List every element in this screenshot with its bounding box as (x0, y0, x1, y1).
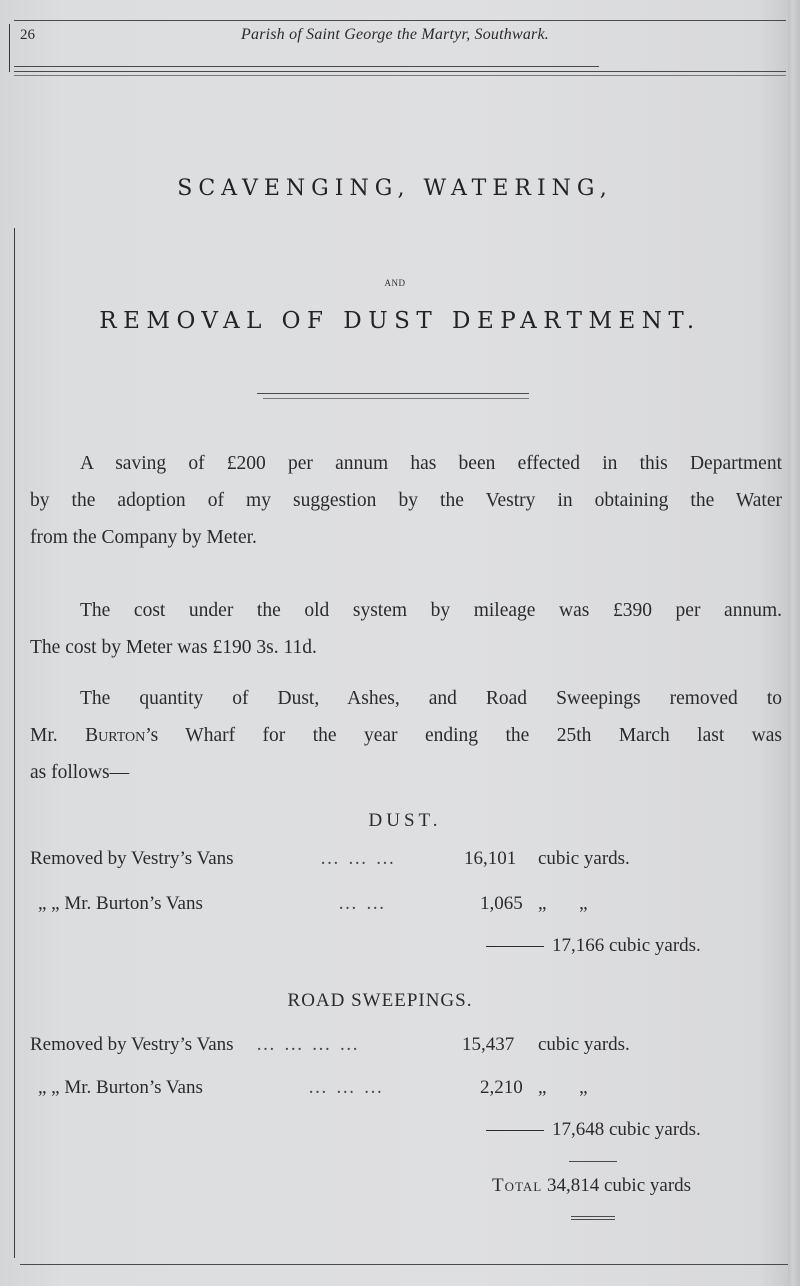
paragraph-text: A saving of £200 per annum has been effected in this Department (80, 453, 782, 474)
paragraph-text: ’s Wharf for the year ending the 25th March last was (145, 725, 782, 746)
burton-name: Burton (85, 725, 146, 746)
bottom-rule (20, 1264, 788, 1265)
subtotal-unit: cubic yards. (609, 1119, 701, 1140)
paragraph-line: The cost by Meter was £190 3s. 11d. (30, 637, 317, 658)
running-head (0, 22, 790, 52)
running-head-title: Parish of Saint George the Martyr, Southwark. (241, 26, 549, 43)
paragraph-line (30, 717, 782, 754)
header-underline-thin (14, 75, 786, 76)
top-rule (14, 20, 786, 21)
row-unit: „ „ (538, 893, 602, 914)
leader-dots: … … … (308, 1077, 385, 1098)
total-label: Total (492, 1175, 543, 1196)
heading-conjunction: AND (384, 278, 406, 288)
subtotal-quantity: 17,648 (552, 1119, 605, 1140)
paragraph-cost (30, 592, 782, 666)
row-quantity: 16,101 (464, 848, 517, 869)
heading-line-1: SCAVENGING, WATERING, (177, 176, 613, 201)
page-number: 26 (20, 27, 35, 43)
road-sweepings-heading: ROAD SWEEPINGS. (287, 990, 473, 1011)
paragraph-text: The cost under the old system by mileage was £390 per annum. (80, 600, 782, 621)
left-margin-line-body (14, 228, 15, 1258)
total-overline (569, 1161, 617, 1162)
total-double-rule (571, 1216, 615, 1217)
leader-dots: … … (338, 893, 387, 914)
total-quantity: 34,814 (546, 1175, 600, 1196)
row-unit: „ „ (538, 1077, 602, 1098)
paragraph-line: by the adoption of my suggestion by the Vestry in obtaining the Water (30, 490, 782, 511)
total-unit: cubic yards (603, 1175, 692, 1196)
row-label: „ „ Mr. Burton’s Vans (38, 893, 203, 914)
paragraph-quantity (30, 680, 782, 791)
row-unit: cubic yards. (538, 1034, 630, 1055)
row-quantity: 15,437 (462, 1034, 515, 1055)
paragraph-line (30, 445, 782, 482)
leader-dots: … … … … (256, 1034, 361, 1055)
row-label: Removed by Vestry’s Vans (30, 1034, 234, 1055)
sweepings-subtotal (486, 1119, 701, 1141)
paragraph-line: as follows— (30, 762, 130, 783)
paragraph-line (30, 592, 782, 629)
paragraph-text: The quantity of Dust, Ashes, and Road Sweepings removed to (80, 688, 782, 709)
row-label: „ „ Mr. Burton’s Vans (38, 1077, 203, 1098)
mr-prefix: Mr. (30, 725, 58, 746)
paragraph-saving (30, 445, 782, 556)
section-separator-2 (263, 398, 529, 399)
page-edge (788, 0, 800, 1286)
leader-dots: … … … (320, 848, 397, 869)
grand-total (492, 1175, 691, 1197)
section-separator (257, 393, 529, 394)
heading-line-2: REMOVAL OF DUST DEPARTMENT. (99, 308, 701, 334)
subtotal-dash (486, 1130, 544, 1131)
dust-heading: DUST. (368, 810, 442, 831)
header-underline-short (14, 66, 599, 67)
row-quantity: 1,065 (480, 893, 523, 914)
paragraph-line (30, 680, 782, 717)
dust-subtotal (486, 935, 701, 957)
header-underline (14, 71, 786, 72)
total-double-rule-2 (571, 1219, 615, 1220)
paragraph-line: from the Company by Meter. (30, 527, 257, 548)
subtotal-dash (486, 946, 544, 947)
row-label: Removed by Vestry’s Vans (30, 848, 234, 869)
row-quantity: 2,210 (480, 1077, 523, 1098)
row-unit: cubic yards. (538, 848, 630, 869)
subtotal-quantity: 17,166 (552, 935, 605, 956)
subtotal-unit: cubic yards. (609, 935, 701, 956)
